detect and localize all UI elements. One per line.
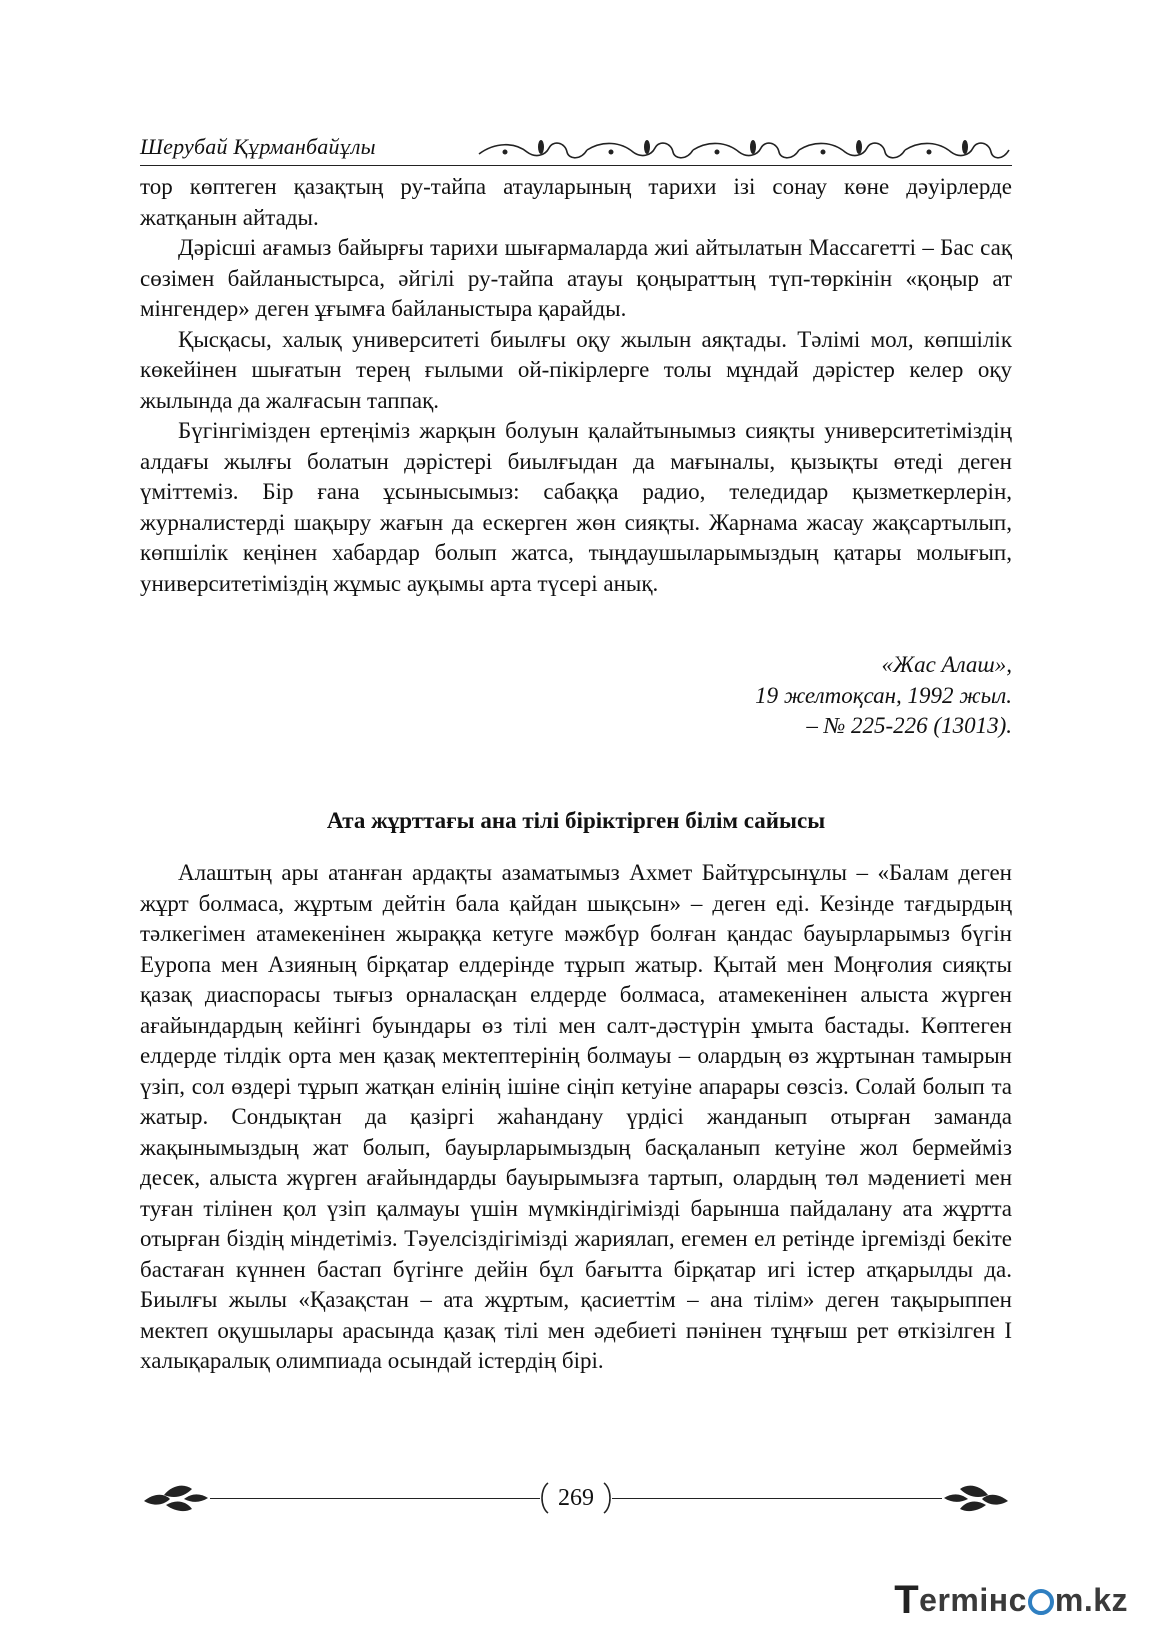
watermark-prefix: T [894, 1577, 920, 1622]
header-ornament-icon [475, 132, 1012, 166]
citation-date: 19 желтоқсан, 1992 жыл. [755, 682, 1012, 708]
ring-icon [1028, 1589, 1054, 1615]
page-footer [140, 1473, 1012, 1523]
citation-issue: – № 225-226 (13013). [806, 713, 1012, 738]
page-number: 269 [558, 1485, 594, 1511]
citation [755, 650, 1012, 742]
header-rule [140, 165, 1012, 166]
watermark-part2: m.kz [1054, 1581, 1128, 1618]
page-number-box [538, 1479, 614, 1517]
continuation-text [140, 172, 1012, 599]
citation-source: «Жас Алаш», [881, 652, 1012, 677]
leaf-ornament-icon [942, 1481, 1012, 1515]
paragraph: тор көптеген қазақтың ру-тайпа атауларының тарихи ізі сонау көне дәуірлерде жатқанын айтады. [140, 174, 1012, 230]
paragraph: Дәрісші ағамыз байырғы тарихи шығармаларда жиі айтылатын Массагетті – Бас сақ сөзімен байланыстырса, әйгілі ру-тайпа атауы қоңыраттың түп-төркінін «қоңыр ат мінгендер» деген ұғымға байланыстыра қарайды. [140, 235, 1012, 321]
footer-rule-left [210, 1498, 540, 1499]
section-body [140, 858, 1012, 1377]
paragraph: Алаштың ары атанған ардақты азаматымыз Ахмет Байтұрсынұлы – «Балам деген жұрт болмаса, жұртым дейтін бала қайдан шықсын» – деген еді. Кезінде тағдырдың тәлкегімен атамекенінен жыраққа кетуге мәжбүр болған қандас бауырларымыз бүгін Еуропа мен Азияның бірқатар елдерінде тұрып жатыр. Қытай мен Моңғолия сияқты қазақ диаспорасы тығыз орналасқан елдерде болмаса, атамекенінен алыста жүрген ағайындардың кейінгі буындары өз тілі мен салт-дәстүрін ұмыта бастады. Көптеген елдерде тілдік орта мен қазақ мектептерінің болмауы – олардың өз жұртынан тамырын үзіп, сол өздері тұрып жатқан елінің ішіне сіңіп кетуіне апарары сөзсіз. Солай болып та жатыр. Сондықтан да қазіргі жаһандану үрдісі жанданып отырған заманда жақынымыздың жат болып, бауырларымыздың басқаланып кетуіне жол бермейміз десек, алыста жүрген ағайындарды бауырымызға тартып, олардың төл мәдениеті мен туған тілінен қол үзіп қалмауы үшін мүмкіндігімізді барынша пайдалану ата жұртта отырған біздің міндетіміз. Тәуелсіздігімізді жариялап, егемен ел ретінде іргемізді бекіте бастаған күннен бастап бүгінге дейін бұл бағытта бірқатар игі істер атқарылды да. Биылғы жылы «Қазақстан – ата жұртым, қасиеттім – ана тілім» деген тақырыппен мектеп оқушылары арасында қазақ тілі мен әдебиеті пәнінен тұңғыш рет өткізілген І халықаралық олимпиада осындай істердің бірі. [140, 860, 1012, 1373]
leaf-ornament-icon [140, 1481, 210, 1515]
section-title: Ата жұрттағы ана тілі біріктірген білім сайысы [326, 808, 826, 833]
watermark-part1: ermінc [919, 1581, 1027, 1618]
running-header [140, 132, 1012, 172]
header-author: Шерубай Құрманбайұлы [140, 134, 376, 159]
footer-rule-right [612, 1498, 942, 1499]
paragraph: Бүгінгімізден ертеңіміз жарқын болуын қалайтынымыз сияқты университетіміздің алдағы жылғы болатын дәрістері биылғыдан да мағыналы, қызықты өтеді деген үміттеміз. Бір ғана ұсынысымыз: сабаққа радио, теледидар қызметкерлерін, журналистерді шақыру жағын да ескерген жөн сияқты. Жарнама жасау жақсартылып, көпшілік кеңінен хабардар болып жатса, тыңдаушыларымыздың қатары молығып, университетіміздің жұмыс ауқымы арта түсері анық. [140, 418, 1012, 596]
watermark-logo [894, 1577, 1128, 1623]
paragraph: Қысқасы, халық университеті биылғы оқу жылын аяқтады. Тәлімі мол, көпшілік көкейінен шығатын терең ғылыми ой-пікірлерге толы мұндай дәрістер келер оқу жылында да жалғасын таппақ. [140, 326, 1012, 413]
